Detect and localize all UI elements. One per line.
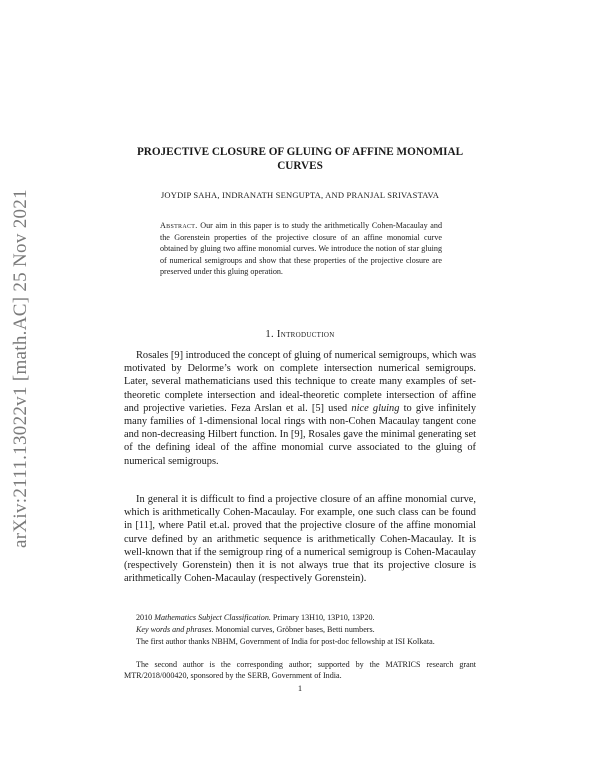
intro-paragraph-1 xyxy=(124,349,476,468)
arxiv-identifier: arXiv:2111.13022v1 [math.AC] 25 Nov 2021 xyxy=(10,189,31,548)
author-list: JOYDIP SAHA, INDRANATH SENGUPTA, AND PRANJAL SRIVASTAVA xyxy=(160,190,440,200)
abstract-heading: Abstract. xyxy=(160,221,198,230)
footnote-keywords xyxy=(124,624,476,635)
second-author-text: The second author is the corresponding author; supported by the MATRICS research grant MTR/2018/000420, sponsored by the SERB, Government of India. xyxy=(124,660,476,680)
keywords-label: Key words and phrases. xyxy=(136,625,214,634)
msc-label: Mathematics Subject Classification. xyxy=(154,613,271,622)
section-heading: 1. Introduction xyxy=(265,329,335,340)
footnote-rule xyxy=(124,608,476,609)
intro-paragraph-2 xyxy=(124,493,476,585)
page-number: 1 xyxy=(297,683,303,693)
first-author-text: The first author thanks NBHM, Government of India for post-doc fellowship at ISI Kolkata. xyxy=(136,637,435,646)
footnote-first-author xyxy=(124,636,476,647)
abstract xyxy=(160,220,442,278)
p1-emphasis: nice gluing xyxy=(351,402,400,414)
footnote-second-author xyxy=(124,659,476,681)
msc-codes: Primary 13H10, 13P10, 13P20. xyxy=(272,613,375,622)
paper-title: PROJECTIVE CLOSURE OF GLUING OF AFFINE MONOMIAL CURVES xyxy=(136,146,464,172)
p1-text-a: Rosales [9] introduced the concept of gluing of numerical semigroups, which was motivated by Delorme’s work on complete intersection numerical semigroups. Later, several mathematicians used this technique to create many examples of set-theoretic complete intersection and ideal-theoretic complete intersection of affine and projective varieties. Feza Arslan et al. [5] used xyxy=(124,350,476,414)
footnote-msc xyxy=(124,612,476,623)
p1-text-b: to give infinitely many families of 1-dimensional local rings with non-Cohen Macaulay tangent cone and non-decreasing Hilbert function. In [9], Rosales gave the minimal generating set of the defining ideal of the affine monomial curve associated to the gluing of numerical semigroups. xyxy=(124,402,477,467)
keywords-text: Monomial curves, Gröbner bases, Betti numbers. xyxy=(215,625,375,634)
msc-year: 2010 xyxy=(136,613,153,622)
abstract-text: Our aim in this paper is to study the arithmetically Cohen-Macaulay and the Gorenstein properties of the projective closure of an affine monomial curve obtained by gluing two affine monomial curves. We introduce the notion of star gluing of numerical semigroups and show that these properties of the projective closure are preserved under this gluing operation. xyxy=(160,221,442,277)
p2-text: In general it is difficult to find a projective closure of an affine monomial curve, which is arithmetically Cohen-Macaulay. For example, one such class can be found in [11], where Patil et.al. proved that the projective closure of the affine monomial curve defined by an arithmetic sequence is arithmetically Cohen-Macaulay. It is well-known that if the semigroup ring of a numerical semigroup is Cohen-Macaulay (respectively Gorenstein) then it is not always true that its projective closure is arithmetically Cohen-Macaulay (respectively Gorenstein). xyxy=(124,494,476,585)
